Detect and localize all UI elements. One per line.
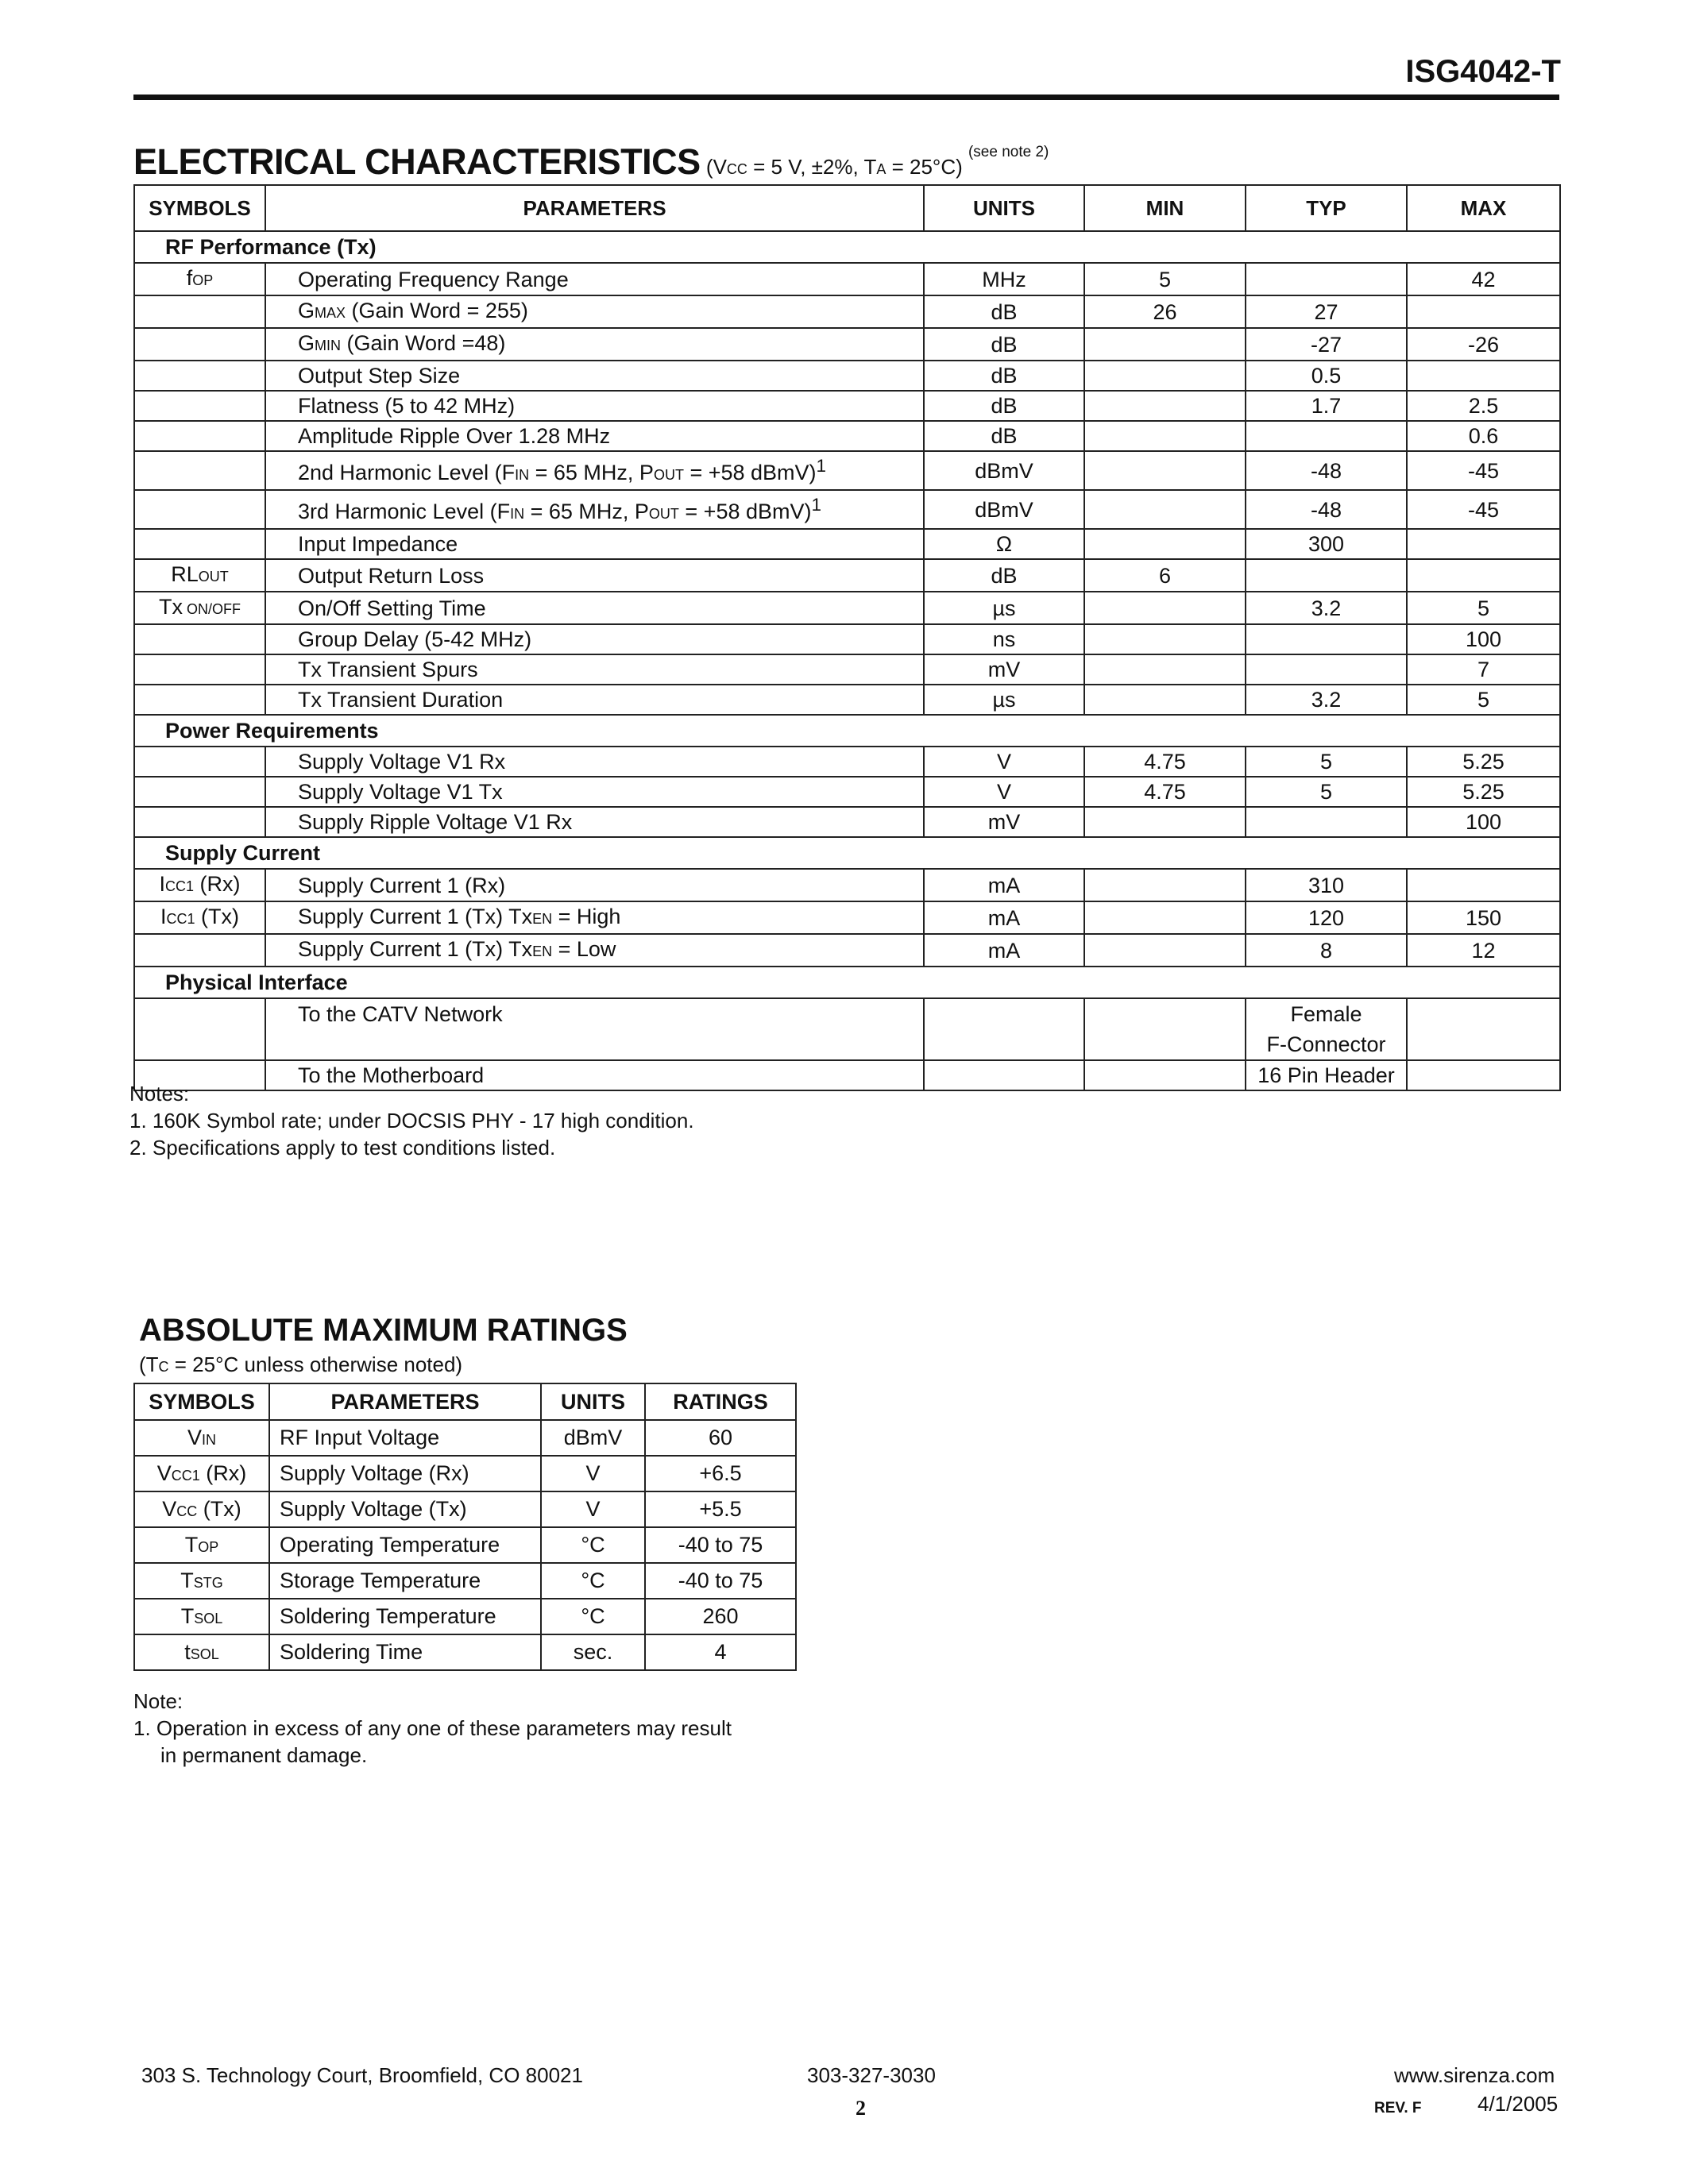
group-label: Power Requirements [134, 715, 1560, 747]
footer-phone: 303-327-3030 [807, 2063, 936, 2087]
revision-label: REV. F [1374, 2100, 1422, 2116]
max-cell [1407, 998, 1560, 1060]
typ-cell: 5 [1246, 747, 1407, 777]
electrical-notes [129, 1080, 694, 1161]
page-number: 2 [856, 2097, 866, 2120]
parameter-cell: Supply Voltage V1 Rx [265, 747, 924, 777]
max-cell [1407, 361, 1560, 391]
table-row [134, 361, 1560, 391]
min-cell [1084, 807, 1246, 837]
units-cell: V [924, 777, 1084, 807]
parameter-cell: Supply Current 1 (Tx) TxEN = High [265, 901, 924, 934]
symbol-cell [134, 747, 265, 777]
parameter-cell: Storage Temperature [269, 1563, 541, 1599]
notes-heading: Notes: [129, 1082, 190, 1106]
table-row [134, 1563, 796, 1599]
typ-cell: -48 [1246, 490, 1407, 529]
typ-cell: 16 Pin Header [1246, 1060, 1407, 1090]
min-cell [1084, 490, 1246, 529]
group-row [134, 837, 1560, 869]
parameter-cell: To the Motherboard [265, 1060, 924, 1090]
symbol-cell [134, 295, 265, 328]
max-cell: 150 [1407, 901, 1560, 934]
table-row [134, 592, 1560, 624]
max-cell [1407, 869, 1560, 901]
units-cell: dB [924, 328, 1084, 361]
parameter-cell: 3rd Harmonic Level (FIN = 65 MHz, POUT = +58 dBmV)$^1$ [265, 490, 924, 529]
min-cell [1084, 361, 1246, 391]
col-header-parameters: PARAMETERS [269, 1383, 541, 1420]
min-cell [1084, 685, 1246, 715]
max-cell: 100 [1407, 624, 1560, 654]
symbol-cell [134, 654, 265, 685]
typ-cell: 300 [1246, 529, 1407, 559]
units-cell: V [541, 1456, 645, 1491]
units-cell [924, 998, 1084, 1060]
symbol-cell [134, 685, 265, 715]
max-cell [1407, 295, 1560, 328]
parameter-cell: Output Step Size [265, 361, 924, 391]
absolute-max-ratings-table [133, 1383, 797, 1671]
max-cell: 100 [1407, 807, 1560, 837]
max-cell: 5 [1407, 592, 1560, 624]
units-cell: V [924, 747, 1084, 777]
symbol-cell [134, 490, 265, 529]
units-cell: mV [924, 807, 1084, 837]
col-header-units: UNITS [924, 185, 1084, 231]
typ-cell [1246, 421, 1407, 451]
table-row [134, 529, 1560, 559]
units-cell: mA [924, 901, 1084, 934]
rating-cell: +5.5 [645, 1491, 796, 1527]
symbol-cell [134, 451, 265, 490]
symbol-cell [134, 328, 265, 361]
min-cell [1084, 998, 1246, 1060]
units-cell: dBmV [924, 451, 1084, 490]
units-cell: dB [924, 391, 1084, 421]
max-cell: 5.25 [1407, 777, 1560, 807]
note-item: 1. 160K Symbol rate; under DOCSIS PHY - 17 high condition. [129, 1109, 694, 1133]
parameter-cell: On/Off Setting Time [265, 592, 924, 624]
parameter-cell: Group Delay (5-42 MHz) [265, 624, 924, 654]
min-cell: 4.75 [1084, 747, 1246, 777]
note-item: 2. Specifications apply to test conditions listed. [129, 1136, 556, 1160]
units-cell: dBmV [541, 1420, 645, 1456]
table-row [134, 685, 1560, 715]
typ-cell [1246, 654, 1407, 685]
parameter-cell: Supply Ripple Voltage V1 Rx [265, 807, 924, 837]
typ-cell: 310 [1246, 869, 1407, 901]
table-row [134, 421, 1560, 451]
typ-cell: 120 [1246, 901, 1407, 934]
parameter-cell: Supply Voltage (Tx) [269, 1491, 541, 1527]
table-row [134, 1599, 796, 1634]
electrical-characteristics-table [133, 184, 1561, 1091]
symbol-cell: TSOL [134, 1599, 269, 1634]
table-header-row [134, 185, 1560, 231]
table-row [134, 391, 1560, 421]
symbol-cell [134, 998, 265, 1060]
table-row [134, 263, 1560, 295]
note-item-continued: in permanent damage. [160, 1743, 368, 1767]
footer-website[interactable]: www.sirenza.com [1394, 2063, 1555, 2087]
col-header-typ: TYP [1246, 185, 1407, 231]
table-row [134, 451, 1560, 490]
absolute-max-ratings-heading: ABSOLUTE MAXIMUM RATINGS [139, 1313, 628, 1348]
max-cell: 2.5 [1407, 391, 1560, 421]
parameter-cell: Soldering Temperature [269, 1599, 541, 1634]
min-cell [1084, 654, 1246, 685]
group-label: Physical Interface [134, 967, 1560, 998]
units-cell: dB [924, 361, 1084, 391]
parameter-cell: Input Impedance [265, 529, 924, 559]
typ-cell: -48 [1246, 451, 1407, 490]
col-header-parameters: PARAMETERS [265, 185, 924, 231]
symbol-cell: TOP [134, 1527, 269, 1563]
min-cell [1084, 328, 1246, 361]
footer-address: 303 S. Technology Court, Broomfield, CO 80021 [141, 2063, 583, 2087]
max-cell: 5.25 [1407, 747, 1560, 777]
table-row [134, 777, 1560, 807]
min-cell [1084, 869, 1246, 901]
typ-cell: -27 [1246, 328, 1407, 361]
note-item: 1. Operation in excess of any one of these parameters may result [133, 1716, 732, 1740]
notes-heading: Note: [133, 1689, 183, 1713]
max-cell [1407, 529, 1560, 559]
group-label: RF Performance (Tx) [134, 231, 1560, 263]
max-cell: 7 [1407, 654, 1560, 685]
typ-cell: 5 [1246, 777, 1407, 807]
parameter-cell: Supply Voltage (Rx) [269, 1456, 541, 1491]
parameter-cell: Operating Frequency Range [265, 263, 924, 295]
symbol-cell: tSOL [134, 1634, 269, 1670]
units-cell: dB [924, 559, 1084, 592]
max-cell [1407, 1060, 1560, 1090]
parameter-cell: Tx Transient Duration [265, 685, 924, 715]
table-row [134, 490, 1560, 529]
min-cell [1084, 934, 1246, 967]
units-cell: sec. [541, 1634, 645, 1670]
table-row [134, 624, 1560, 654]
typ-cell: 1.7 [1246, 391, 1407, 421]
min-cell [1084, 391, 1246, 421]
min-cell: 26 [1084, 295, 1246, 328]
table-row [134, 328, 1560, 361]
parameter-cell: Output Return Loss [265, 559, 924, 592]
parameter-cell: Operating Temperature [269, 1527, 541, 1563]
rating-cell: 60 [645, 1420, 796, 1456]
symbol-cell: VCC1 (Rx) [134, 1456, 269, 1491]
units-cell: dB [924, 295, 1084, 328]
max-cell: 42 [1407, 263, 1560, 295]
typ-cell [1246, 263, 1407, 295]
parameter-cell: Supply Voltage V1 Tx [265, 777, 924, 807]
parameter-cell: Supply Current 1 (Rx) [265, 869, 924, 901]
revision-date: 4/1/2005 [1477, 2092, 1559, 2116]
typ-cell: 3.2 [1246, 592, 1407, 624]
amr-conditions: (TC = 25°C unless otherwise noted) [139, 1352, 463, 1376]
parameter-cell: Soldering Time [269, 1634, 541, 1670]
symbol-cell [134, 777, 265, 807]
typ-cell [1246, 807, 1407, 837]
units-cell: dB [924, 421, 1084, 451]
min-cell [1084, 901, 1246, 934]
table-row [134, 559, 1560, 592]
typ-cell: Female F-Connector [1246, 998, 1407, 1060]
units-cell: °C [541, 1527, 645, 1563]
table-row [134, 654, 1560, 685]
symbol-cell: Tx ON/OFF [134, 592, 265, 624]
table-row [134, 807, 1560, 837]
units-cell: mA [924, 934, 1084, 967]
symbol-cell [134, 934, 265, 967]
max-cell: -45 [1407, 490, 1560, 529]
units-cell: µs [924, 592, 1084, 624]
symbol-cell: TSTG [134, 1563, 269, 1599]
parameter-cell: RF Input Voltage [269, 1420, 541, 1456]
parameter-cell: GMAX (Gain Word = 255) [265, 295, 924, 328]
max-cell: 12 [1407, 934, 1560, 967]
symbol-cell: RLOUT [134, 559, 265, 592]
col-header-ratings: RATINGS [645, 1383, 796, 1420]
typ-cell [1246, 624, 1407, 654]
table-row [134, 747, 1560, 777]
min-cell: 6 [1084, 559, 1246, 592]
min-cell [1084, 529, 1246, 559]
min-cell: 5 [1084, 263, 1246, 295]
col-header-symbols: SYMBOLS [134, 1383, 269, 1420]
typ-cell: 8 [1246, 934, 1407, 967]
units-cell: µs [924, 685, 1084, 715]
rating-cell: +6.5 [645, 1456, 796, 1491]
parameter-cell: Flatness (5 to 42 MHz) [265, 391, 924, 421]
rating-cell: 260 [645, 1599, 796, 1634]
units-cell: Ω [924, 529, 1084, 559]
group-row [134, 231, 1560, 263]
max-cell: -45 [1407, 451, 1560, 490]
table-row [134, 934, 1560, 967]
col-header-symbols: SYMBOLS [134, 185, 265, 231]
typ-cell [1246, 559, 1407, 592]
max-cell: 5 [1407, 685, 1560, 715]
units-cell: °C [541, 1599, 645, 1634]
parameter-cell: Tx Transient Spurs [265, 654, 924, 685]
col-header-min: MIN [1084, 185, 1246, 231]
typ-cell: 27 [1246, 295, 1407, 328]
parameter-cell: 2nd Harmonic Level (FIN = 65 MHz, POUT = +58 dBmV)$^1$ [265, 451, 924, 490]
units-cell: °C [541, 1563, 645, 1599]
symbol-cell [134, 624, 265, 654]
symbol-cell [134, 529, 265, 559]
col-header-max: MAX [1407, 185, 1560, 231]
symbol-cell [134, 421, 265, 451]
electrical-characteristics-heading [133, 141, 1049, 183]
units-cell: MHz [924, 263, 1084, 295]
symbol-cell: ICC1 (Tx) [134, 901, 265, 934]
table-row [134, 1634, 796, 1670]
symbol-cell [134, 391, 265, 421]
units-cell [924, 1060, 1084, 1090]
typ-cell: 0.5 [1246, 361, 1407, 391]
rating-cell: -40 to 75 [645, 1563, 796, 1599]
table-row [134, 901, 1560, 934]
parameter-cell: Amplitude Ripple Over 1.28 MHz [265, 421, 924, 451]
test-conditions: (VCC = 5 V, ±2%, TA = 25°C) $^{(see note 2)}$ [700, 144, 1049, 179]
typ-cell: 3.2 [1246, 685, 1407, 715]
min-cell [1084, 592, 1246, 624]
table-row [134, 998, 1560, 1060]
max-cell: 0.6 [1407, 421, 1560, 451]
symbol-cell: fOP [134, 263, 265, 295]
parameter-cell: To the CATV Network [265, 998, 924, 1060]
symbol-cell: VIN [134, 1420, 269, 1456]
table-row [134, 1491, 796, 1527]
table-header-row [134, 1383, 796, 1420]
parameter-cell: GMIN (Gain Word =48) [265, 328, 924, 361]
min-cell [1084, 451, 1246, 490]
symbol-cell: ICC1 (Rx) [134, 869, 265, 901]
units-cell: dBmV [924, 490, 1084, 529]
rating-cell: 4 [645, 1634, 796, 1670]
symbol-cell [134, 807, 265, 837]
units-cell: mV [924, 654, 1084, 685]
symbol-cell [134, 361, 265, 391]
group-label: Supply Current [134, 837, 1560, 869]
units-cell: V [541, 1491, 645, 1527]
group-row [134, 967, 1560, 998]
table-row [134, 1456, 796, 1491]
min-cell [1084, 1060, 1246, 1090]
section-title: ELECTRICAL CHARACTERISTICS [133, 141, 701, 182]
rating-cell: -40 to 75 [645, 1527, 796, 1563]
units-cell: ns [924, 624, 1084, 654]
header-rule [133, 95, 1559, 100]
amr-notes [133, 1688, 732, 1769]
max-cell [1407, 559, 1560, 592]
symbol-cell: VCC (Tx) [134, 1491, 269, 1527]
table-row [134, 1420, 796, 1456]
min-cell [1084, 624, 1246, 654]
table-row [134, 1527, 796, 1563]
min-cell [1084, 421, 1246, 451]
parameter-cell: Supply Current 1 (Tx) TxEN = Low [265, 934, 924, 967]
col-header-units: UNITS [541, 1383, 645, 1420]
group-row [134, 715, 1560, 747]
table-row [134, 295, 1560, 328]
document-id: ISG4042-T [1405, 54, 1561, 89]
table-row [134, 869, 1560, 901]
max-cell: -26 [1407, 328, 1560, 361]
min-cell: 4.75 [1084, 777, 1246, 807]
units-cell: mA [924, 869, 1084, 901]
